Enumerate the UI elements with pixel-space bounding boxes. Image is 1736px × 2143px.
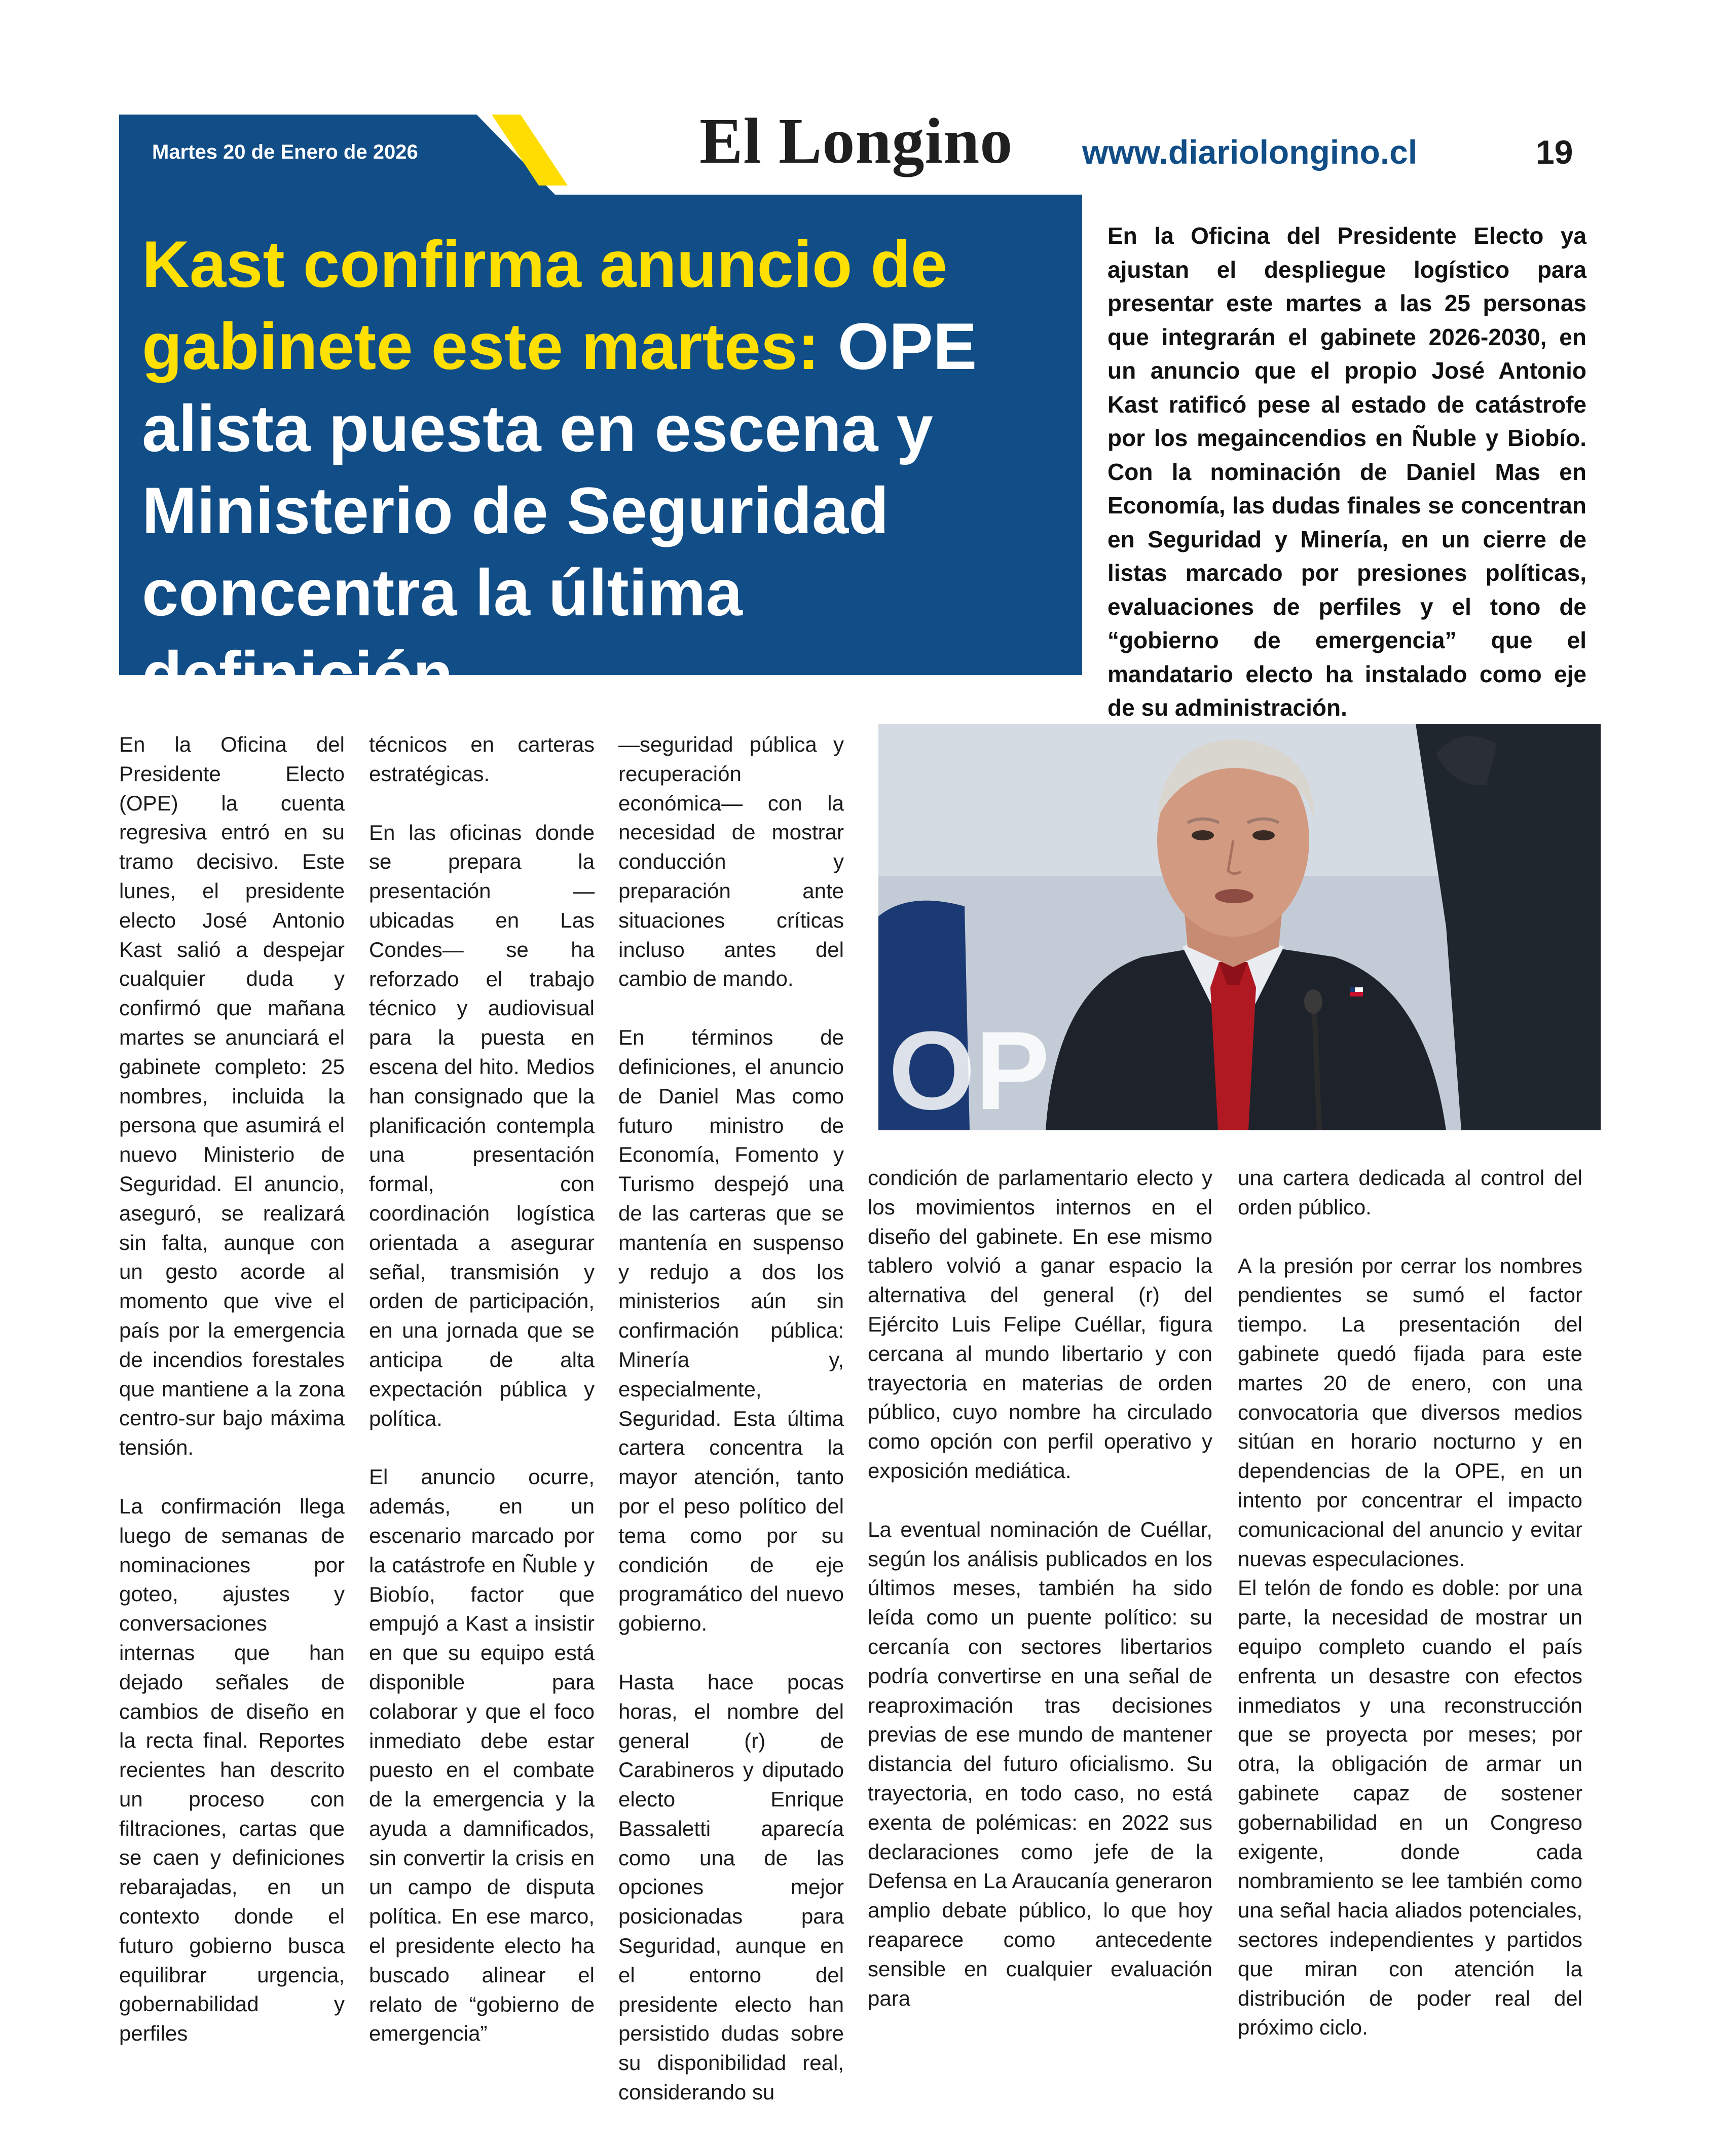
headline-white-part: OPE alista puesta en escena y Ministerio de Seguridad concentra la última definición bbox=[142, 309, 977, 712]
body-column-1 bbox=[119, 730, 345, 2048]
body-column-5 bbox=[1238, 1163, 1582, 2042]
masthead-logo: El Longino bbox=[699, 105, 1013, 177]
body-column-4 bbox=[868, 1163, 1212, 2013]
paragraph: —seguridad pública y recuperación económica— con la necesidad de mostrar conducción y preparación ante situaciones críticas incluso antes del cambio de mando. bbox=[618, 732, 844, 991]
backdrop-logo-text: OP bbox=[889, 1008, 1050, 1130]
paragraph: Hasta hace pocas horas, el nombre del general (r) de Carabineros y diputado electo Enrique Bassaletti aparecía como una de las opciones mejor posicionadas para Seguridad, aunque en el entorno del presidente electo han persistido dudas sobre su disponibilidad real, considerando su bbox=[618, 1670, 844, 2104]
paragraph: La eventual nominación de Cuéllar, según los análisis publicados en los últimos meses, también ha sido leída como un puente político: su cercanía con sectores libertarios podría convertirse en una señal de reaproximación tras decisiones previas de ese mundo de mantener distancia del futuro oficialismo. Su trayectoria, en todo caso, no está exenta de polémicas: en 2022 sus declaraciones como jefe de la Defensa en La Araucanía generaron amplio debate público, lo que hoy reaparece como antecedente sensible en cualquier evaluación para bbox=[868, 1517, 1212, 2010]
article-photo bbox=[878, 724, 1601, 1130]
page-number: 19 bbox=[1536, 133, 1573, 171]
paragraph: En las oficinas donde se prepara la presentación —ubicadas en Las Condes— se ha reforzado el trabajo técnico y audiovisual para la puesta en escena del hito. Medios han consignado que la planificación contempla una presentación formal, con coordinación logística orientada a asegurar señal, transmisión y orden de participación, en una jornada que se anticipa de alta expectación pública y política. bbox=[369, 820, 595, 1430]
body-column-3 bbox=[618, 730, 844, 2107]
paragraph: En términos de definiciones, el anuncio de Daniel Mas como futuro ministro de Economía, Fomento y Turismo despejó una de las carteras que se mantenía en suspenso y redujo a dos los ministerios aún sin confirmación pública: Minería y, especialmente, Seguridad. Esta última cartera concentra la mayor atención, tanto por el peso político del tema como por su condición de eje programático del nuevo gobierno. bbox=[618, 1025, 844, 1636]
paragraph: La confirmación llega luego de semanas de nominaciones por goteo, ajustes y conversaciones internas que han dejado señales de cambios de diseño en la recta final. Reportes recientes han descrito un proceso con filtraciones, cartas que se caen y definiciones rebarajadas, en un contexto donde el futuro gobierno busca equilibrar urgencia, gobernabilidad y perfiles bbox=[119, 1494, 345, 2046]
article-lead: En la Oficina del Presidente Electo ya ajustan el despliegue logístico para presentar este martes a las 25 personas que integrarán el gabinete 2026-2030, en un anuncio que el propio José Antonio Kast ratificó pese al estado de catástrofe por los megaincendios en Ñuble y Biobío. Con la nominación de Daniel Mas en Economía, las dudas finales se concentran en Seguridad y Minería, en un cierre de listas marcado por presiones políticas, evaluaciones de perfiles y el tono de “gobierno de emergencia” que el mandatario electo ha instalado como eje de su administración. bbox=[1107, 223, 1586, 721]
website-url[interactable]: www.diariolongino.cl bbox=[1082, 133, 1418, 171]
headline-yellow-part: Kast confirma anuncio de gabinete este martes: bbox=[142, 227, 948, 383]
paragraph: En la Oficina del Presidente Electo (OPE) la cuenta regresiva entró en su tramo decisivo. Este lunes, el presidente electo José Antonio Kast salió a despejar cualquier duda y confirmó que mañana martes se anunciará el gabinete completo: 25 nombres, incluida la persona que asumirá el nuevo Ministerio de Seguridad. El anuncio, aseguró, se realizará sin falta, aunque con un gesto acorde al momento que vive el país por la emergencia de incendios forestales que mantiene a la zona centro-sur bajo máxima tensión. bbox=[119, 732, 345, 1460]
paragraph: una cartera dedicada al control del orden público. bbox=[1238, 1166, 1582, 1219]
paragraph: A la presión por cerrar los nombres pendientes se sumó el factor tiempo. La presentación del gabinete quedó fijada para este martes 20 de enero, con una convocatoria que diversos medios sitúan en horario nocturno y en dependencias de la OPE, en un intento por concentrar el impacto comunicacional del anuncio y evitar nuevas especulaciones. bbox=[1238, 1253, 1582, 1571]
paragraph: El anuncio ocurre, además, en un escenario marcado por la catástrofe en Ñuble y Biobío, factor que empujó a Kast a insistir en que su equipo está disponible para colaborar y que el foco inmediato debe estar puesto en el combate de la emergencia y la ayuda a damnificados, sin convertir la crisis en un campo de disputa política. En ese marco, el presidente electo ha buscado alinear el relato de “gobierno de emergencia” bbox=[369, 1465, 595, 2046]
paragraph: técnicos en carteras estratégicas. bbox=[369, 732, 595, 786]
paragraph: El telón de fondo es doble: por una parte, la necesidad de mostrar un equipo completo cuando el país enfrenta un desastre con efectos inmediatos y una reconstrucción que se proyecta por meses; por otra, la obligación de armar un gabinete capaz de sostener gobernabilidad en un Congreso exigente, donde cada nombramiento se lee también como una señal hacia aliados potenciales, sectores independientes y partidos que miran con atención la distribución de poder real del próximo ciclo. bbox=[1238, 1576, 1582, 2040]
paragraph: condición de parlamentario electo y los movimientos internos en el diseño del gabinete. En ese mismo tablero volvió a ganar espacio la alternativa del general (r) del Ejército Luis Felipe Cuéllar, figura cercana al mundo libertario y con trayectoria en materias de orden público, cuyo nombre ha circulado como opción con perfil operativo y exposición mediática. bbox=[868, 1166, 1212, 1483]
issue-date: Martes 20 de Enero de 2026 bbox=[152, 141, 418, 163]
body-column-2 bbox=[369, 730, 595, 2048]
headline bbox=[142, 223, 1054, 716]
